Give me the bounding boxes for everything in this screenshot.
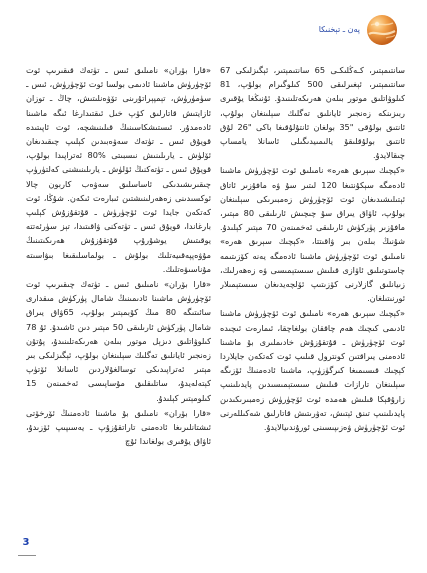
left-paragraph-1: «قارا بۆران» نامىلىق ئىس ـ تۈتەك قىقىرىپ ئوت ئۆچۈرۈش ماشىنا ئادىمى بولسا ئوت ئۆچۈرۈش، ئىس ـ سۈمۈرۈش، تېمپېراتۇرىنى تۆۋەنلىتىش، چاڭ ـ توزان ئازايتىش قاتارلىق كۆپ خىل ئىقتىدارغا ئىگە ماشىنا ئادەمدۇر. ئىستىشكاسىنىڭ قىلىنىشچە، ئوت ئاپىتىدە قويۇق ئىس ـ تۈتەك سەۋەبىدىن كېلىپ چىقىدىغان ئۆلۈش ـ يارىلىنىش نىسبىتى %80 ئەتراپىدا بولۇپ، قويۇق ئىس ـ تۈتەكنىڭ ئۆلۈش ـ يارىلىنىشنى كەلتۈرۈپ چىقىرىشىدىكى ئاساسلىق سەۋەب كاربون چالا ئوكسىدىنى زەھەرلىنىشتىن ئىبارەت ئىكەن. شۇڭا، ئوت كەتكەن جايدا ئوت ئۆچۈرۈش ـ قۇتقۇزۇش كېلىپ بارغاندا، قويۇق ئىس ـ تۈتەكنى ۋاقىتىدا، تېز سۈرئەتتە يوقىتىش يوشۇرۇپ قۇتقۇزۇش ھەرىكىتىنىڭ مۇۋەپپەقىيەتلىك بولۇش ـ بولماسلىقىغا بىۋاسىتە مۇناسىۋەتلىك. [26,65,211,274]
right-paragraph-1: سانتىمېتىر، كـەڭلىكـى 65 سانتىمېتىر، ئېگىزلىكى 67 سانتىمېتىر، ئېغىرلىقى 500 كىلوگىرام بولۇپ، 81 كىلوۋاتلىق موتور بىلەن ھەرىكەتلىنىدۇ. ئۇنىڭغا يۇقىرى ربىزىنكە زەنجىر ئايانلىق تەگلىك سېلىنغان بولۇپ، ئانتىق بولۇقى "35 بولغان ئانتۇلۇقىغا باكى "26 لۇق ئانتىق بولۇقلىقۇ يالىمىيدىگىلى ئاسانلا يامساپ چىقالايدۇ. [220,65,405,161]
page-number: 3 [22,537,30,548]
planet-logo-icon [362,10,402,50]
left-paragraph-3: «قارا بۆران» نامىلىق بۇ ماشىنا ئادەمنىڭ ئۆرخۆتى ئىشتانلىرىغا ئادەمنى تاراتقۇزۇپ ـ يەسىپىپ ئۆزىدۇ، ئاۋاق يۇقىرى بولغاندا ئۇچ [26,407,211,447]
right-paragraph-3: «كېچىك سېرىق ھەرە» نامىلىق ئوت ئۆچۈرۈش ماشىنا ئادىمى كىچىك ھەم چاققان بولغاچقا، ئىمارەت ئىچىدە ئوت ئۆچۈرۈش ـ قۇتقۇزۇش خادىملىرى بۇ ماشىنا ئادەمنى يىراقتىن كونترول قىلىپ ئوت كەتكەن جايلاردا كېچىك قىسىمىغا كىرگۈزۈپ، ماشىنا ئادەمنىڭ ئۆزىگە سېلىنغان تارازات قىلىش سىستېمىسىدىن پايدىلىنىپ زارۇقېكا قىلىش ھەمدە ئوت ئۆچۈرۈش زەمبىرىكىدىن پايدىلىنىپ تىنق ئېتىش، تەۋرىتىش قاتارلىق شەكىللەرنى ئوت ئۆچۈرۈش ۋەزىپىسىنى ئورۇندىيالايدۇ. [220,308,405,433]
section-title: پەن ـ تېخنىكا [318,25,360,34]
right-paragraph-2: «كېچىك سېرىق ھەرە» نامىلىق ئوت ئۆچۈرۈش ماشىنا ئادەمگە سېكۇنتىغا 120 لىتىر سۇ ۋە مافۇزىر ئاتاق ئېتىلىشىدىغان ئوت ئۆچۈرۈش زەمبىرىكى سېلىنغان بولۇپ، ئاۋاق يىراق سۇ چىچىش ئارىلىقى 80 مېتىر، مافۇزىر پۈركۈش ئارىلىقى ئەخمىنەن 70 مېتىر كېلىدۇ. شۇنىڭ بىلەن بىر ۋاقىتتا، «كېچىك سېرىق ھەرە» نامىلىق ئوت ئۆچۈرۈش ماشىنا ئادەمگە يەنە كۆزىتىمە چاستوتىلىق ئاۋازى قىلىش سىستېمىسى ۋە زەھەرلىك، زىيانلىق گازلارنى كۆزىتىپ ئۆلچەيدىغان سىستېمىلار ئورنىتىلغان. [220,165,405,304]
left-text-column [26,63,211,529]
right-text-column [220,63,405,529]
left-paragraph-2: «قارا بۆران» نامىلىق ئىس ـ تۈتەك چىقىرىپ ئوت ئۆچۈرۈش ماشىنا ئادىمىنىڭ شامال پۈركۈش مىقدارى سائىتىگە 80 مىڭ كۇبمېتىر بولۇپ، 65ۋاق يىراق شامال پۈركۈش ئارىلىقى 50 مېتىر دىن ئاشىدۇ. ئۇ 78 كىلوۋاتلىق دىزېل موتور بىلەن ھەرىكەتلىنىدۇ، پۇتۇن زەنجىر ئايانلىق تەگلىك سېلىنغان بولۇپ، ئېگىزلىكى بىر مېتىر ئەتراپىدىكى توسالغۇلاردىن ئاسانلا ئۆتۈپ كېتەلەيدۇ، ساتلىقلىق مۇساپىسى ئەخمىنەن 15 كىلومېتىر كېلىدۇ. [26,279,211,403]
page-number-divider [18,555,36,556]
page-header [0,0,427,52]
